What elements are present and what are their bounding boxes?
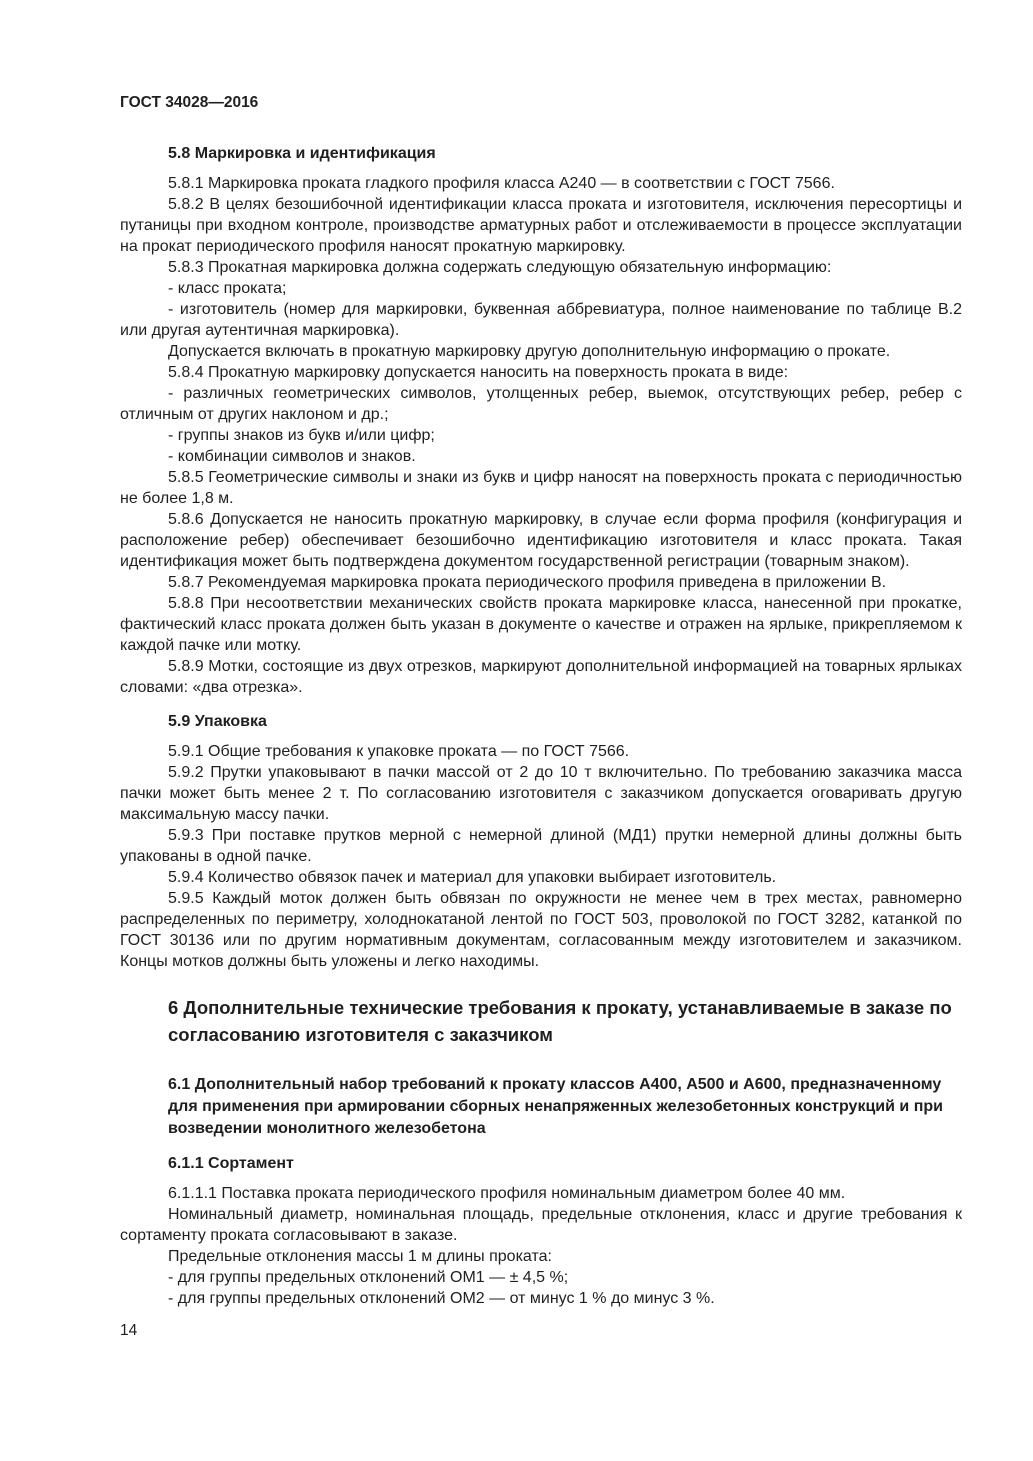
list-item: - класс проката; [168, 280, 287, 297]
paragraph: Допускается включать в прокатную маркировку другую дополнительную информацию о прокате. [168, 343, 891, 360]
paragraph: 5.8.4 Прокатную маркировку допускается наносить на поверхность проката в виде: [168, 364, 789, 381]
paragraph: 5.9.3 При поставке прутков мерной с немерной длиной (МД1) прутки немерной длины должны быть упакованы в одной пачке. [120, 827, 962, 865]
clause-heading: 6.1.1 Сортамент [168, 1155, 294, 1172]
paragraph: 5.8.8 При несоответствии механических свойств проката маркировке класса, нанесенной при прокатке, фактический класс проката должен быть указан в документе о качестве и отражен на ярлыке, прикрепляемом к каждой пачке или мотку. [120, 595, 962, 654]
paragraph: Предельные отклонения массы 1 м длины проката: [168, 1248, 552, 1265]
paragraph: 5.8.6 Допускается не наносить прокатную маркировку, в случае если форма профиля (конфигурация и расположение ребер) обеспечивает безошибочно идентификацию изготовителя и класс проката. Такая идентификация может быть подтверждена документом государственной регистрации (товарным знаком). [120, 511, 962, 570]
clause-heading: 5.8 Маркировка и идентификация [168, 145, 436, 162]
list-item: - комбинации символов и знаков. [168, 448, 416, 465]
section-heading: 6 Дополнительные технические требования к прокату, устанавливаемые в заказе по согласованию изготовителя с заказчиком [168, 997, 952, 1045]
paragraph: 5.9.5 Каждый моток должен быть обвязан по окружности не менее чем в трех местах, равномерно распределенных по периметру, холоднокатаной лентой по ГОСТ 503, проволокой по ГОСТ 3282, катанкой по ГОСТ 30136 или по другим нормативным документам, согласованным между изготовителем и заказчиком. Концы мотков должны быть уложены и легко находимы. [120, 890, 962, 970]
list-item: - различных геометрических символов, утолщенных ребер, выемок, отсутствующих ребер, ребер с отличным от других наклоном и др.; [120, 385, 962, 423]
page-number: 14 [120, 1322, 138, 1339]
list-item: - для группы предельных отклонений ОМ1 — ± 4,5 %; [168, 1269, 569, 1286]
list-item: - группы знаков из букв и/или цифр; [168, 427, 435, 444]
paragraph: 5.8.1 Маркировка проката гладкого профиля класса А240 — в соответствии с ГОСТ 7566. [168, 175, 835, 192]
paragraph: 5.9.1 Общие требования к упаковке проката — по ГОСТ 7566. [168, 743, 630, 760]
document-code: ГОСТ 34028—2016 [120, 94, 259, 111]
clause-heading: 5.9 Упаковка [168, 713, 267, 730]
paragraph: 5.8.3 Прокатная маркировка должна содержать следующую обязательную информацию: [168, 259, 832, 276]
paragraph: 5.8.9 Мотки, состоящие из двух отрезков, маркируют дополнительной информацией на товарных ярлыках словами: «два отрезка». [120, 658, 962, 696]
document-content [120, 143, 962, 1309]
paragraph: 5.8.7 Рекомендуемая маркировка проката периодического профиля приведена в приложении В. [168, 574, 887, 591]
list-item: - для группы предельных отклонений ОМ2 — от минус 1 % до минус 3 %. [168, 1290, 715, 1307]
paragraph: 5.9.2 Прутки упаковывают в пачки массой от 2 до 10 т включительно. По требованию заказчика масса пачки может быть менее 2 т. По согласованию изготовителя с заказчиком допускается оговаривать другую максимальную массу пачки. [120, 764, 962, 823]
subsection-heading: 6.1 Дополнительный набор требований к прокату классов А400, А500 и А600, предназначенному для применения при армировании сборных ненапряженных железобетонных конструкций и при возведении монолитного железобетона [168, 1076, 943, 1137]
paragraph: Номинальный диаметр, номинальная площадь, предельные отклонения, класс и другие требования к сортаменту проката согласовывают в заказе. [120, 1206, 962, 1244]
paragraph: 5.8.5 Геометрические символы и знаки из букв и цифр наносят на поверхность проката с периодичностью не более 1,8 м. [120, 469, 962, 507]
paragraph: 6.1.1.1 Поставка проката периодического профиля номинальным диаметром более 40 мм. [168, 1185, 846, 1202]
paragraph: 5.9.4 Количество обвязок пачек и материал для упаковки выбирает изготовитель. [168, 869, 777, 886]
list-item: - изготовитель (номер для маркировки, буквенная аббревиатура, полное наименование по таблице В.2 или другая аутентичная маркировка). [120, 301, 962, 339]
paragraph: 5.8.2 В целях безошибочной идентификации класса проката и изготовителя, исключения пересортицы и путаницы при входном контроле, производстве арматурных работ и отслеживаемости в процессе эксплуатации на прокат периодического профиля наносят прокатную маркировку. [120, 196, 962, 255]
